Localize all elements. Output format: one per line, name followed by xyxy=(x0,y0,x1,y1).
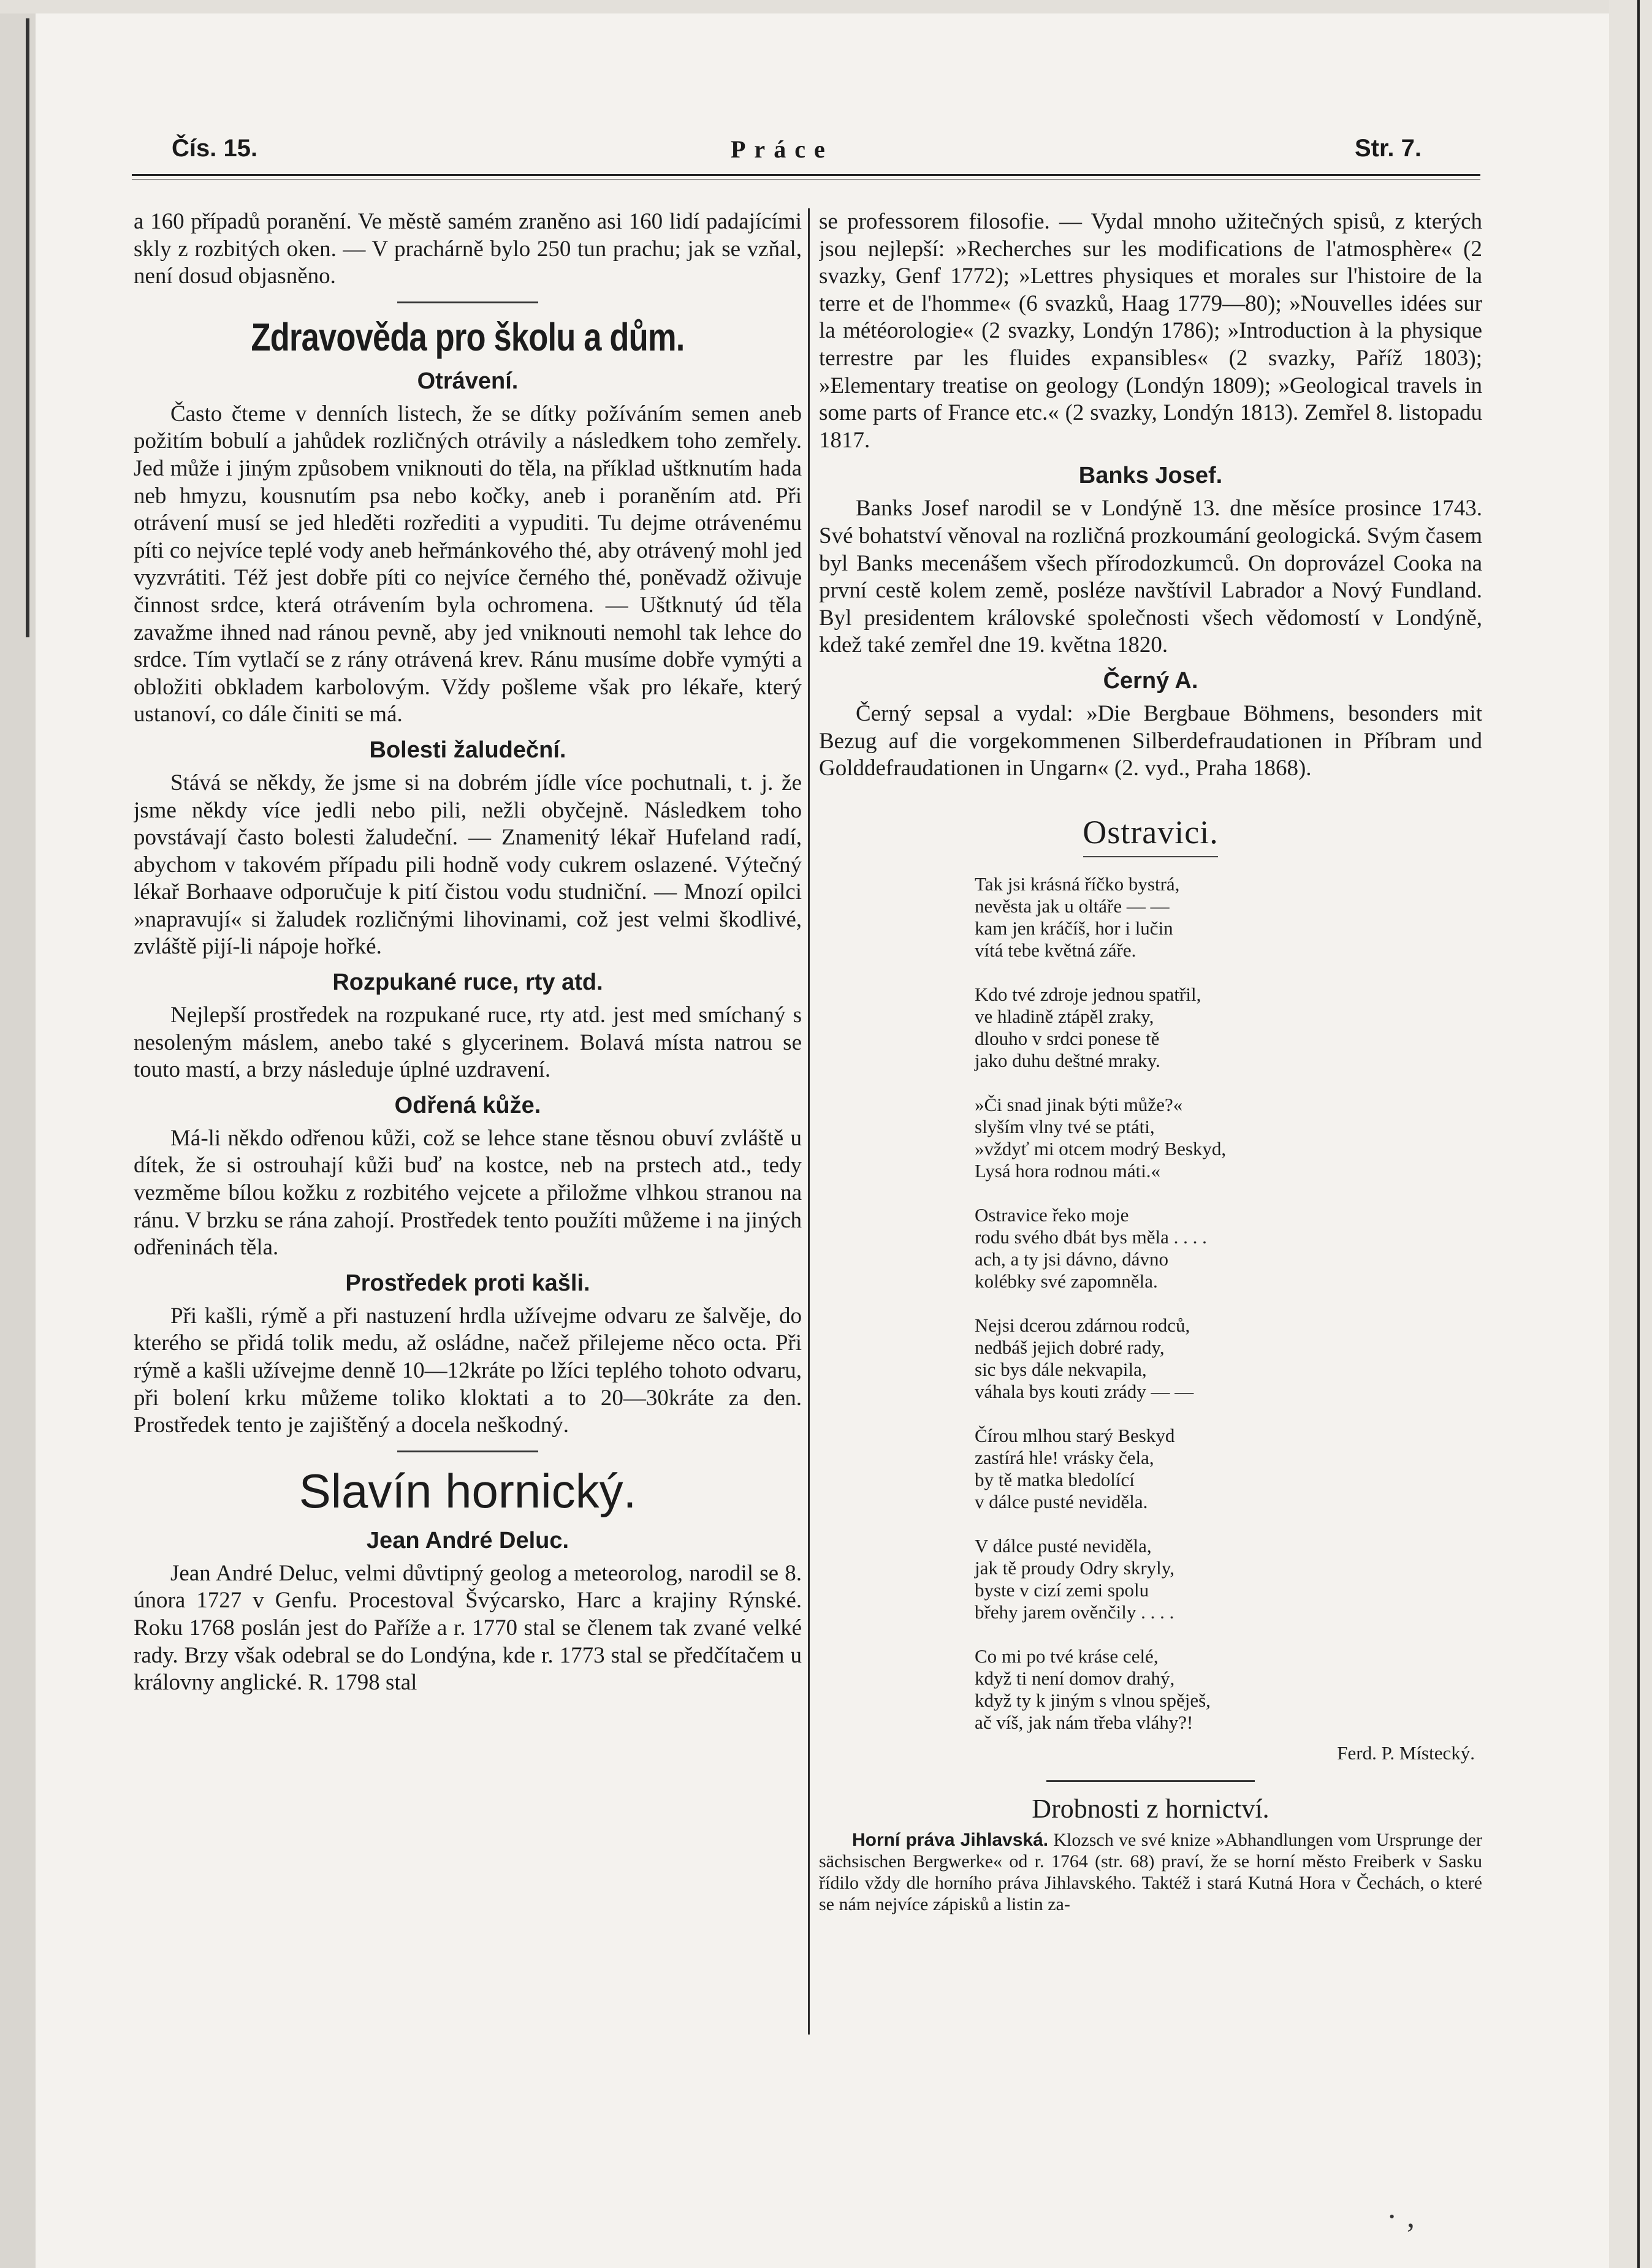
left-column xyxy=(134,208,802,2071)
header-rule-thin xyxy=(132,179,1480,180)
poem-line: když ti není domov drahý, xyxy=(975,1667,1175,1689)
poem-stanza xyxy=(975,1645,1482,1734)
section-divider xyxy=(397,1451,538,1452)
intro-paragraph: a 160 případů poranění. Ve městě samém zraněno asi 160 lidí padajícími skly z rozbitých oken. — V prachárně bylo 250 tun prachu; jak se vzňal, není dosud objasněno. xyxy=(134,209,802,289)
chapped-hands-heading: Rozpukané ruce, rty atd. xyxy=(332,969,603,996)
poem-line: kolébky své zapomněla. xyxy=(975,1270,1158,1292)
section-divider xyxy=(1046,1780,1255,1782)
poem-author: Ferd. P. Místecký. xyxy=(1337,1742,1475,1764)
poem-line: ač víš, jak nám třeba vláhy?! xyxy=(975,1711,1193,1733)
poisoning-text: Často čteme v denních listech, že se dítky požíváním semen aneb požitím bobulí a jahůdek rozličných otrávily a následkem toho zemřely. Jed může i jiným způsobem vniknouti do těla, na příklad uštknutím hada neb hmyzu, kousnutím psa nebo kočky, aneb i poraněním atd. Při otrávení musí se jed hleděti rozřediti a vypuditi. Tu dejme otrávenému píti co nejvíce teplé vody aneb heřmánkového thé, aby otrávený mohl jed vyzvrátiti. Též jest dobře píti co nejvíce černého thé, poněvadž oživuje činnost srdce, která otrávením byla ochromena. — Uštknutý úd těla zavažme ihned nad ránou pevně, aby jed vniknouti nemohl tak lehce do srdce. Tím vytlačí se z rány otrávená krev. Ránu musíme dobře vymýti a obložiti obkladem karbolovým. Vždy pošleme však pro lékaře, který ustanoví, co dále činiti se má. xyxy=(134,401,802,727)
poem-body xyxy=(819,873,1482,1734)
mining-notes-lead: Horní práva Jihlavská. xyxy=(852,1829,1049,1850)
header-rule xyxy=(132,174,1480,176)
poem-line: Co mi po tvé kráse celé, xyxy=(975,1645,1159,1667)
cough-remedy-text: Při kašli, rýmě a při nastuzení hrdla užívejme odvaru ze šalvěje, do kterého se přidá tolik medu, až osládne, načež přilejeme něco octa. Při rýmě a kašli užívejme denně 10—12kráte po lžíci teplého tohoto odvaru, při bolení krku můžeme toliko kloktati a to 20—30kráte za den. Prostředek tento je zajištěný a docela neškodný. xyxy=(134,1303,802,1438)
poem-line: »vždyť mi otcem modrý Beskyd, xyxy=(975,1137,1227,1159)
scan-margin-right xyxy=(1609,0,1652,2268)
banks-heading: Banks Josef. xyxy=(1078,463,1223,489)
poem-line: Kdo tvé zdroje jednou spatřil, xyxy=(975,983,1201,1005)
column-divider xyxy=(808,208,810,2035)
poem-line: slyším vlny tvé se ptáti, xyxy=(975,1115,1155,1137)
scan-speck: · ‚ xyxy=(1387,2199,1416,2234)
poem-line: v dálce pusté neviděla. xyxy=(975,1490,1148,1512)
poem-line: rodu svého dbát bys měla . . . . xyxy=(975,1226,1207,1248)
mining-notes-body: Klozsch ve své knize »Abhandlungen vom Ursprunge der sächsischen Bergwerke« od r. 1764 (str. 68) praví, že se horní město Freiberk v Sasku řídilo vždy dle horního práva Jihlavského. Taktéž i stará Kutná Hora v Čechách, o které se nám nejvíce zápisků a listin za- xyxy=(819,1829,1482,1914)
poem-line: nevěsta jak u oltáře — — xyxy=(975,895,1170,917)
poem-line: břehy jarem ověnčily . . . . xyxy=(975,1601,1174,1623)
poem-title: Ostravici. xyxy=(1083,813,1219,851)
issue-number: Čís. 15. xyxy=(172,135,258,162)
poem-line: jako duhu deštné mraky. xyxy=(975,1049,1160,1071)
slavin-section-title: Slavín hornický. xyxy=(299,1463,637,1518)
scan-margin-left xyxy=(0,0,36,2268)
poem-line: Ostravice řeko moje xyxy=(975,1204,1129,1226)
poem-stanza xyxy=(975,1535,1482,1623)
poem-stanza xyxy=(975,1204,1482,1292)
scraped-skin-heading: Odřená kůže. xyxy=(394,1092,541,1118)
poem-line: vítá tebe květná záře. xyxy=(975,939,1136,961)
poem-line: jak tě proudy Odry skryly, xyxy=(975,1557,1175,1579)
section-divider xyxy=(397,302,538,303)
poem-line: Nejsi dcerou zdárnou rodců, xyxy=(975,1314,1190,1336)
poem-stanza xyxy=(975,1094,1482,1182)
banks-text: Banks Josef narodil se v Londýně 13. dne měsíce prosince 1743. Své bohatství věnoval na rozličná prozkoumání geologická. Svým časem byl Banks mecenášem všech přírodozkumců. On doprovázel Cooka na první cestě kolem země, posléze navštívil Labrador a Nový Fundland. Byl presidentem královské společnosti všech vědomostí v Londýně, kdež také zemřel dne 19. května 1820. xyxy=(819,496,1482,658)
page-header xyxy=(129,135,1477,172)
poem-line: Tak jsi krásná říčko bystrá, xyxy=(975,873,1180,895)
deluc-text: Jean André Deluc, velmi důvtipný geolog a meteorolog, narodil se 8. února 1727 v Genfu. Procestoval Švýcarsko, Harc a krajiny Rýnské. Roku 1768 poslán jest do Paříže a r. 1770 stal se členem tak zvané velké rady. Brzy však odebral se do Londýna, kde r. 1773 stal se předčítačem u královny anglické. R. 1798 stal xyxy=(134,1560,802,1696)
right-column xyxy=(819,208,1482,2071)
poem-line: by tě matka bledolící xyxy=(975,1468,1135,1490)
cerny-text: Černý sepsal a vydal: »Die Bergbaue Böhmens, besonders mit Bezug auf die vorgekommenen Silberdefraudationen in Příbram und Golddefraudationen in Ungarn« (2. vyd., Praha 1868). xyxy=(819,700,1482,781)
poem-title-underline xyxy=(1083,856,1218,857)
poem-stanza xyxy=(975,1425,1482,1513)
health-section-title: Zdravověda pro školu a dům. xyxy=(251,314,685,359)
poem-line: Čírou mlhou starý Beskyd xyxy=(975,1424,1175,1446)
poem-stanza xyxy=(975,873,1482,961)
poem-line: ve hladině ztápěl zraky, xyxy=(975,1005,1154,1027)
scan-binding-line xyxy=(26,18,29,637)
mining-notes-title: Drobnosti z hornictví. xyxy=(1032,1793,1269,1824)
mining-notes-text xyxy=(819,1829,1482,1915)
cerny-heading: Černý A. xyxy=(1103,667,1198,694)
scan-margin-top xyxy=(0,0,1652,13)
newspaper-title: Práce xyxy=(731,135,834,163)
poem-line: kam jen kráčíš, hor i lučin xyxy=(975,917,1173,939)
poem-line: V dálce pusté neviděla, xyxy=(975,1534,1152,1557)
poem-stanza xyxy=(975,1314,1482,1403)
poem-line: sic bys dále nekvapila, xyxy=(975,1358,1147,1380)
stomach-ache-text: Stává se někdy, že jsme si na dobrém jídle více pochutnali, t. j. že jsme někdy více jedli nebo pili, nežli obyčejně. Následkem toho povstávají často bolesti žaludeční. — Znamenitý lékař Hufeland radí, abychom v takovém případu pili hodně vody cukrem oslazené. Výtečný lékař Borhaave odporučuje k pití čistou vodu studniční. — Mnozí opilci »napravují« si žaludek rozličnými lihovinami, což jest velmi škodlivé, zvláště pijí-li nápoje hořké. xyxy=(134,770,802,960)
poem-line: váhala bys kouti zrády — — xyxy=(975,1380,1194,1402)
scan-edge-line xyxy=(1637,0,1640,2268)
poem-line: zastírá hle! vrásky čela, xyxy=(975,1446,1154,1468)
chapped-hands-text: Nejlepší prostředek na rozpukané ruce, rty atd. jest med smíchaný s nesoleným máslem, anebo také s glycerinem. Bolavá místa natrou se touto mastí, a brzy následuje úplné uzdravení. xyxy=(134,1003,802,1083)
poem-line: byste v cizí zemi spolu xyxy=(975,1579,1149,1601)
cough-remedy-heading: Prostředek proti kašli. xyxy=(345,1270,590,1296)
poem-line: ach, a ty jsi dávno, dávno xyxy=(975,1248,1168,1270)
deluc-heading: Jean André Deluc. xyxy=(366,1527,569,1553)
poisoning-heading: Otrávení. xyxy=(417,368,519,394)
poem-stanza xyxy=(975,984,1482,1072)
poem-line: dlouho v srdci ponese tě xyxy=(975,1027,1160,1049)
deluc-continued-text: se professorem filosofie. — Vydal mnoho užitečných spisů, z kterých jsou nejlepší: »Recherches sur les modifications de l'atmosphère« (2 svazky, Genf 1772); »Lettres physiques et morales sur l'histoire de la terre et de l'homme« (6 svazků, Haag 1779—80); »Nouvelles idées sur la météorologie« (2 svazky, Londýn 1786); »Introduction à la physique terrestre par les fluides expansibles« (2 svazky, Paříž 1803); »Elementary treatise on geology (Londýn 1809); »Geological travels in some parts of France etc.« (2 svazky, Londýn 1813). Zemřel 8. listopadu 1817. xyxy=(819,209,1482,453)
poem-line: »Či snad jinak býti může?« xyxy=(975,1093,1183,1115)
stomach-ache-heading: Bolesti žaludeční. xyxy=(369,737,566,763)
scraped-skin-text: Má-li někdo odřenou kůži, což se lehce stane těsnou obuví zvláště u dítek, že si ostrouhají kůži buď na kostce, neb na prstech atd., tedy vezměme bílou kožku z rozbitého vejcete a přiložme vlhkou stranou na ránu. V brzku se rána zahojí. Prostředek tento použíti můžeme i na jiných odřeninách těla. xyxy=(134,1125,802,1261)
page-number: Str. 7. xyxy=(1355,135,1422,162)
poem-line: Lysá hora rodnou máti.« xyxy=(975,1159,1161,1181)
poem-line: nedbáš jejich dobré rady, xyxy=(975,1336,1165,1358)
poem-line: když ty k jiným s vlnou spěješ, xyxy=(975,1689,1211,1711)
